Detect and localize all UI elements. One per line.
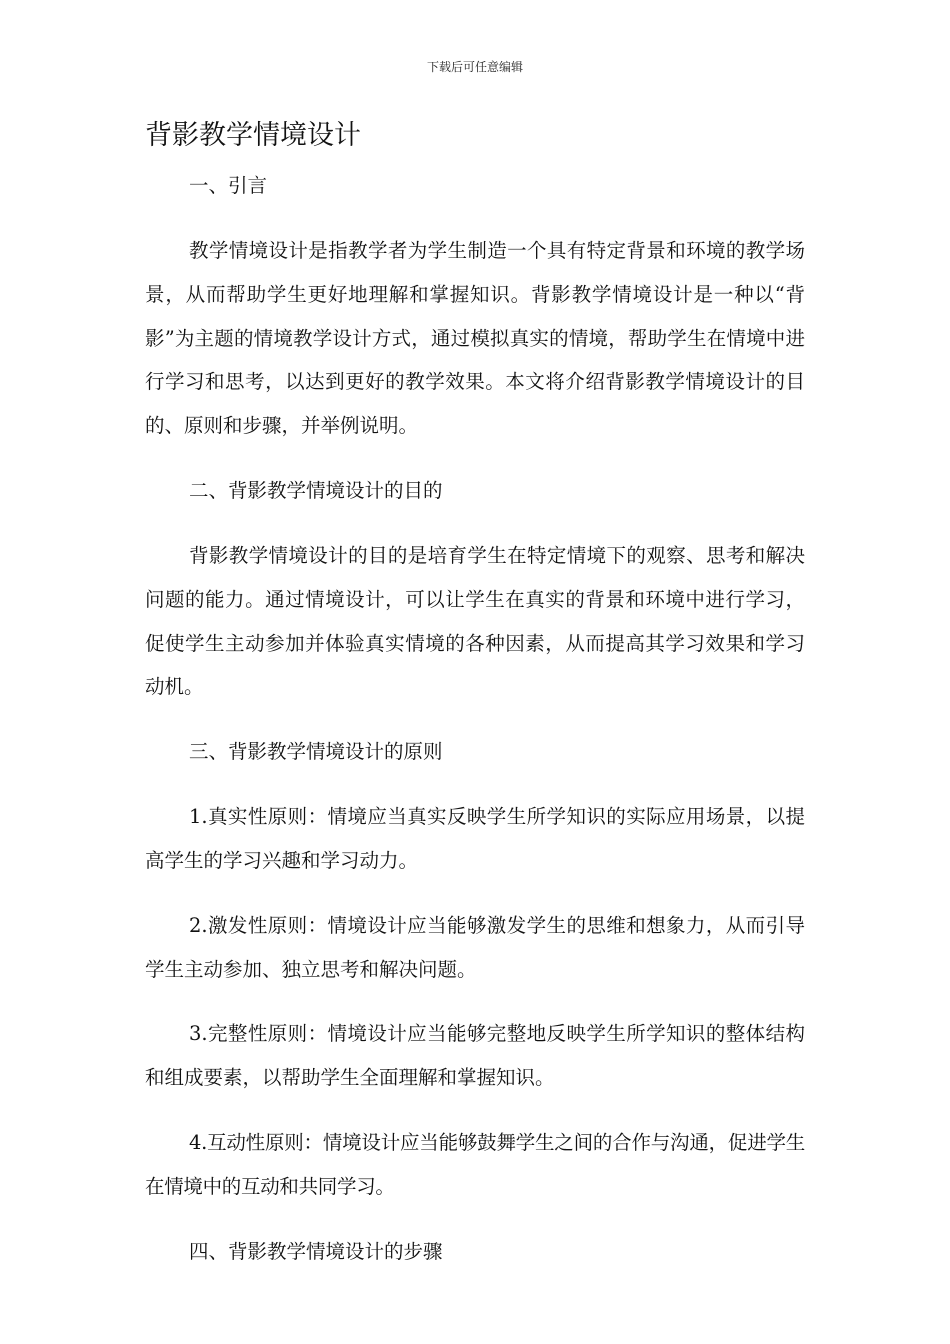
section-heading-purpose: 二、背影教学情境设计的目的 [189, 478, 443, 502]
principle-item-4: 4.互动性原则：情境设计应当能够鼓舞学生之间的合作与沟通，促进学生在情境中的互动和共同学习。 [145, 1130, 805, 1198]
principle-item-3: 3.完整性原则：情境设计应当能够完整地反映学生所学知识的整体结构和组成要素，以帮助学生全面理解和掌握知识。 [145, 1022, 805, 1090]
paragraph-intro: 教学情境设计是指教学者为学生制造一个具有特定背景和环境的教学场景，从而帮助学生更好地理解和掌握知识。背影教学情境设计是一种以“背影”为主题的情境教学设计方式，通过模拟真实的情境，帮助学生在情境中进行学习和思考，以达到更好的教学效果。本文将介绍背影教学情境设计的目的、原则和步骤，并举例说明。 [145, 239, 805, 438]
paragraph-purpose: 背影教学情境设计的目的是培育学生在特定情境下的观察、思考和解决问题的能力。通过情境设计，可以让学生在真实的背景和环境中进行学习，促使学生主动参加并体验真实情境的各种因素，从而提高其学习效果和学习动机。 [145, 543, 805, 699]
principle-item-2: 2.激发性原则：情境设计应当能够激发学生的思维和想象力，从而引导学生主动参加、独立思考和解决问题。 [145, 913, 805, 981]
section-heading-principles: 三、背影教学情境设计的原则 [189, 740, 443, 764]
section-heading-steps: 四、背影教学情境设计的步骤 [189, 1239, 443, 1263]
section-heading-intro: 一、引言 [189, 174, 268, 197]
principle-item-1: 1.真实性原则：情境应当真实反映学生所学知识的实际应用场景，以提高学生的学习兴趣和学习动力。 [145, 805, 805, 872]
header-note: 下载后可任意编辑 [426, 60, 523, 74]
document-title: 背影教学情境设计 [145, 120, 361, 151]
document-body [145, 164, 805, 1295]
